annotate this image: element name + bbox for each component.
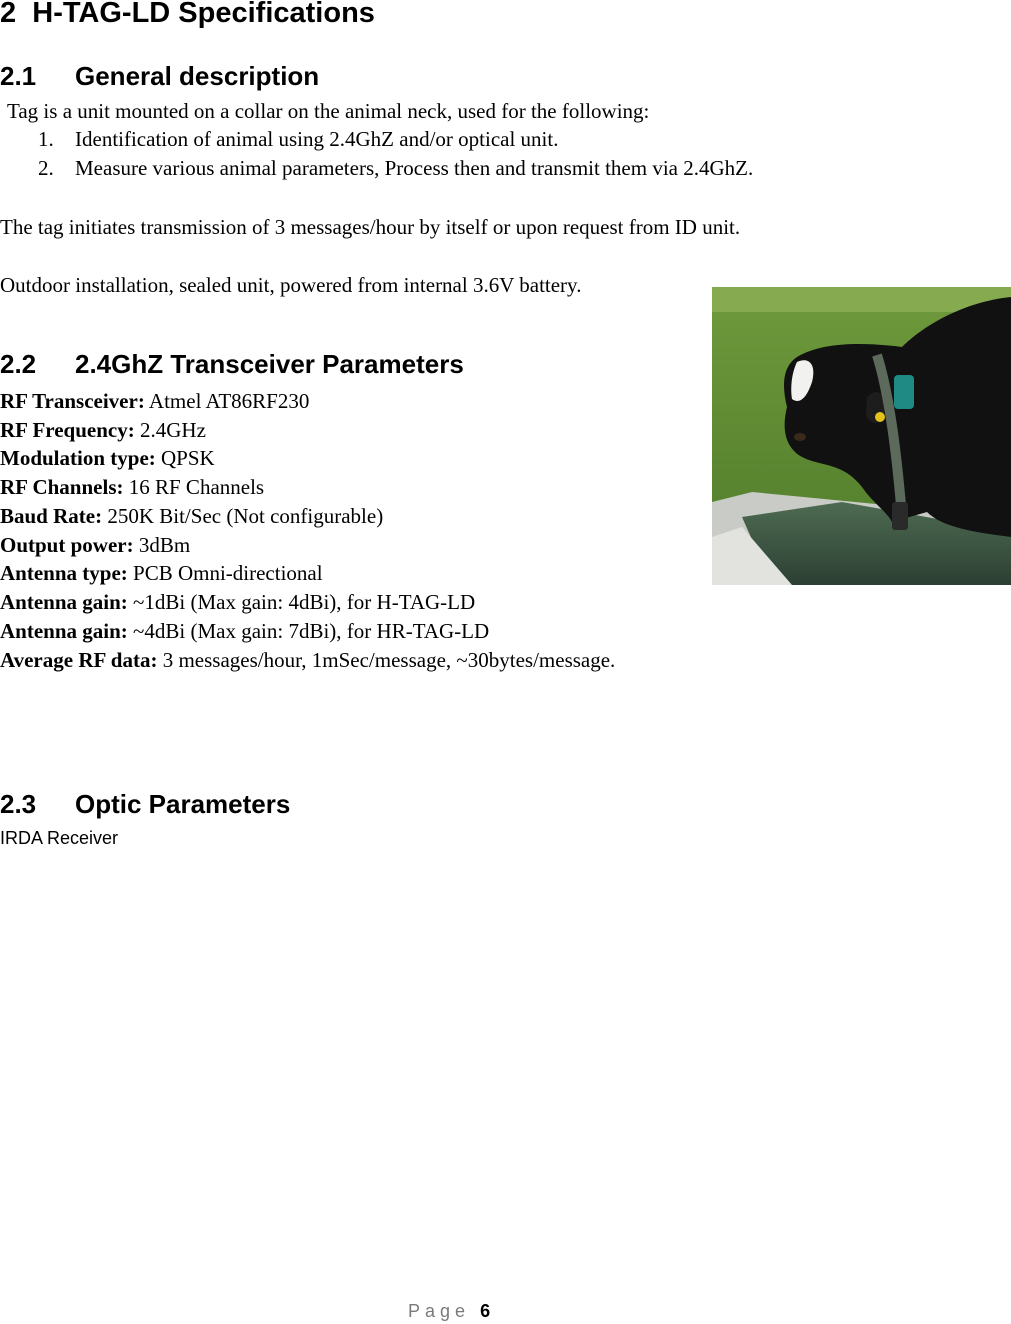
subsection-heading-general	[0, 61, 319, 92]
subsection-title: General description	[75, 61, 320, 91]
subsection-heading-optic	[0, 789, 290, 820]
spec-value: QPSK	[155, 446, 215, 470]
subsection-number: 2.1	[0, 61, 37, 91]
spec-value: ~1dBi (Max gain: 4dBi), for H-TAG-LD	[127, 590, 476, 614]
list-item	[38, 156, 753, 181]
page-number: 6	[480, 1301, 491, 1321]
spec-value: 16 RF Channels	[123, 475, 265, 499]
subsection-number: 2.3	[0, 789, 37, 819]
spec-label: Average RF data:	[0, 648, 158, 672]
spec-value: Atmel AT86RF230	[144, 389, 310, 413]
spec-row	[0, 619, 489, 644]
subsection-title: 2.4GhZ Transceiver Parameters	[75, 349, 464, 379]
spec-label: Modulation type:	[0, 446, 156, 470]
spec-row	[0, 648, 615, 673]
section-title: H-TAG-LD Specifications	[32, 0, 375, 29]
spec-value: PCB Omni-directional	[127, 561, 323, 585]
spec-value: 3dBm	[133, 533, 191, 557]
spec-value: 3 messages/hour, 1mSec/message, ~30bytes/message.	[157, 648, 616, 672]
list-number: 2.	[38, 156, 54, 180]
spec-label: RF Transceiver:	[0, 389, 145, 413]
spec-label: Antenna gain:	[0, 619, 128, 643]
cow-photo	[712, 287, 1011, 585]
page-label: Page	[408, 1301, 471, 1321]
spec-value: 2.4GHz	[134, 418, 206, 442]
spec-row	[0, 418, 206, 443]
spec-value: ~4dBi (Max gain: 7dBi), for HR-TAG-LD	[127, 619, 490, 643]
spec-row	[0, 475, 264, 500]
spec-label: RF Channels:	[0, 475, 124, 499]
page-footer	[408, 1301, 490, 1322]
subsection-number: 2.2	[0, 349, 37, 379]
spec-label: Baud Rate:	[0, 504, 103, 528]
section-heading	[0, 0, 375, 30]
subsection-title: Optic Parameters	[75, 789, 291, 819]
list-number: 1.	[38, 127, 54, 151]
spec-row	[0, 561, 323, 586]
list-text: Measure various animal parameters, Process then and transmit them via 2.4GhZ.	[75, 156, 754, 180]
subsection-heading-transceiver	[0, 349, 464, 380]
spec-label: Antenna gain:	[0, 590, 128, 614]
spec-row	[0, 446, 215, 471]
spec-label: Output power:	[0, 533, 134, 557]
section-number: 2	[0, 0, 17, 29]
spec-label: Antenna type:	[0, 561, 128, 585]
list-text: Identification of animal using 2.4GhZ and/or optical unit.	[75, 127, 559, 151]
intro-text: Tag is a unit mounted on a collar on the animal neck, used for the following:	[7, 99, 650, 123]
list-item	[38, 127, 558, 152]
spec-row	[0, 590, 475, 615]
spec-row	[0, 504, 383, 529]
paragraph-installation: Outdoor installation, sealed unit, powered from internal 3.6V battery.	[0, 273, 582, 297]
spec-value: 250K Bit/Sec (Not configurable)	[102, 504, 384, 528]
paragraph-transmission: The tag initiates transmission of 3 messages/hour by itself or upon request from ID unit.	[0, 215, 741, 239]
spec-label: RF Frequency:	[0, 418, 135, 442]
spec-row	[0, 533, 190, 558]
optic-text: IRDA Receiver	[0, 828, 119, 848]
spec-row	[0, 389, 309, 414]
